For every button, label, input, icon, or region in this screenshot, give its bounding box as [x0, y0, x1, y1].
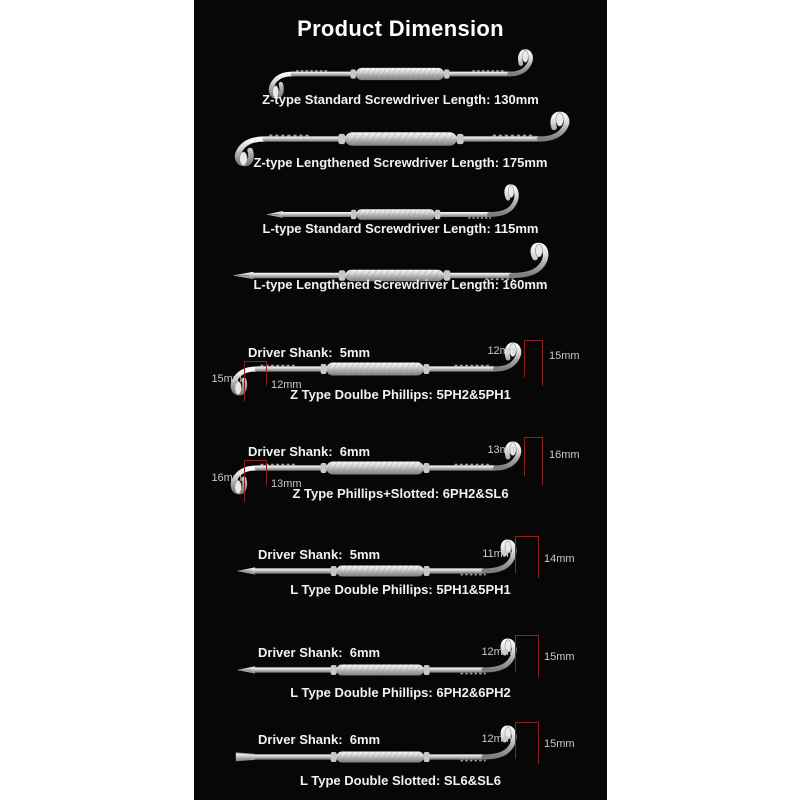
dim-width-label: 12mm: [487, 345, 518, 357]
length-row-label: L-type Standard Screwdriver Length: 115mm: [262, 221, 539, 236]
shank-label: Driver Shank: 6mm: [248, 444, 371, 459]
dim-line: [538, 536, 539, 578]
shank-label: Driver Shank: 6mm: [258, 645, 381, 660]
dim-height-label: 15mm: [544, 651, 575, 663]
detail-row-z-5ph2-5ph1: [194, 333, 607, 408]
detail-row-label: L Type Double Phillips: 5PH1&5PH1: [290, 582, 511, 597]
dim-width-label: 11mm: [482, 548, 512, 560]
dim-line: [542, 340, 543, 386]
detail-row-label: Z Type Doulbe Phillips: 5PH2&5PH1: [290, 387, 511, 402]
dim-width-label: 12mm: [481, 733, 512, 745]
dim-width-label: 13mm: [487, 444, 518, 456]
detail-row-l-sl6-sl6: [194, 718, 607, 786]
detail-row-label: L Type Double Slotted: SL6&SL6: [299, 773, 502, 788]
detail-row-l-5ph1-5ph1: [194, 533, 607, 598]
length-row-z-lengthened: [194, 108, 607, 170]
dim-bracket: [515, 536, 538, 573]
length-row-label: Z-type Standard Screwdriver Length: 130mm: [262, 92, 539, 107]
dim-bracket: [524, 340, 542, 377]
detail-row-label: L Type Double Phillips: 6PH2&6PH2: [290, 685, 511, 700]
dim-width-label: 12mm: [481, 646, 512, 658]
dim-width-label: 13mm: [271, 478, 302, 490]
dim-line: [538, 722, 539, 764]
dim-width-label: 12mm: [271, 379, 302, 391]
black-panel: [194, 0, 607, 800]
detail-row-label: Z Type Phillips+Slotted: 6PH2&SL6: [292, 486, 509, 501]
dim-bracket: [524, 437, 542, 476]
dim-line: [538, 635, 539, 677]
detail-row-z-6ph2-sl6: [194, 428, 607, 505]
dim-height-label: 16mm: [211, 472, 242, 484]
shank-label: Driver Shank: 6mm: [258, 732, 381, 747]
dim-height-label: 15mm: [211, 373, 242, 385]
dim-bracket: [515, 635, 538, 672]
dim-bracket: [515, 722, 538, 759]
length-row-l-standard: [194, 178, 607, 236]
length-row-z-standard: [194, 46, 607, 106]
dim-bracket: [245, 460, 267, 485]
page-title: Product Dimension: [297, 16, 504, 41]
screwdriver-l-slotted-illustration: [230, 721, 540, 769]
dim-height-label: 14mm: [544, 553, 575, 565]
dim-height-label: 15mm: [549, 350, 580, 362]
dim-height-label: 15mm: [544, 738, 575, 750]
dim-line: [542, 437, 543, 485]
shank-label: Driver Shank: 5mm: [248, 345, 371, 360]
screwdriver-l-illustration: [260, 180, 540, 226]
screwdriver-l-illustration: [230, 634, 540, 682]
dim-bracket: [245, 361, 267, 386]
detail-row-l-6ph2-6ph2: [194, 630, 607, 698]
dim-height-label: 16mm: [549, 449, 580, 461]
length-row-label: L-type Lengthened Screwdriver Length: 160mm: [253, 277, 548, 292]
length-row-label: Z-type Lengthened Screwdriver Length: 175mm: [253, 155, 548, 170]
shank-label: Driver Shank: 5mm: [258, 547, 381, 562]
length-row-l-lengthened: [194, 236, 607, 294]
